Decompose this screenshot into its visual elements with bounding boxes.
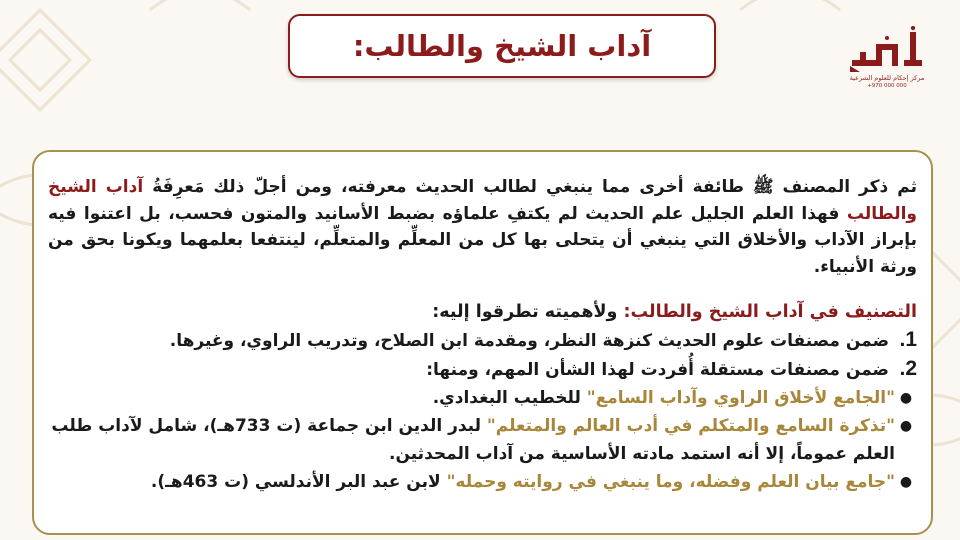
book-title: "الجامع لأخلاق الراوي وآداب السامع" [586, 388, 895, 408]
item-text: ضمن مصنفات مستقلة أُفردت لهذا الشأن المهم، ومنها: [426, 360, 889, 380]
book-title: "جامع بيان العلم وفضله، وما ينبغي في روايته وحمله" [446, 472, 895, 492]
page-title: آداب الشيخ والطالب: [352, 29, 652, 63]
list-item [48, 326, 917, 355]
section-heading-red: التصنيف في آداب الشيخ والطالب: [623, 302, 917, 322]
section-heading-rest: ولأهميته تطرقوا إليه: [432, 302, 624, 322]
book-author: لبدر الدين ابن جماعة (ت 733هـ)، شامل لآداب طلب العلم عموماً، إلا أنه استمد مادته الأساسية من آداب المحدثين. [51, 416, 895, 464]
logo-contact: +970 000 000 [867, 83, 907, 89]
item-number: 2. [899, 357, 917, 380]
content-box [32, 150, 933, 535]
bullet-item [48, 468, 917, 496]
book-author: للخطيب البغدادي. [432, 388, 587, 408]
list-item [48, 355, 917, 384]
bullet-item [48, 384, 917, 412]
item-number: 1. [899, 328, 917, 351]
intro-paragraph [48, 174, 917, 280]
section-heading [48, 299, 917, 326]
bullet-icon: ● [899, 418, 913, 434]
logo-subtitle: مركز إحكام للعلوم الشرعية [849, 74, 925, 82]
bullet-icon: ● [899, 474, 913, 490]
book-author: لابن عبد البر الأندلسي (ت 463هـ). [150, 472, 447, 492]
intro-text-a: ثم ذكر المصنف ﷺ طائفة أخرى مما ينبغي لطالب الحديث معرفته، ومن أجلّ ذلك مَعرِفَةُ [143, 177, 917, 197]
title-box [288, 14, 716, 78]
bullet-item [48, 412, 917, 468]
item-text: ضمن مصنفات علوم الحديث كنزهة النظر، ومقدمة ابن الصلاح، وتدريب الراوي، وغيرها. [169, 331, 889, 351]
logo [846, 26, 928, 96]
intro-highlight: آداب الشيخ والطالب [48, 177, 917, 224]
intro-text-b: فهذا العلم الجليل علم الحديث لم يكتفِ علماؤه بضبط الأسانيد والمتون فحسب، بل اعتنوا فيه بإبراز الآداب والأخلاق التي ينبغي أن يتحلى بها كل من المعلِّم والمتعلِّم، لينتفعا بعلمهما ويكونا بحق من ورثة الأنبياء. [48, 203, 917, 277]
bullet-icon: ● [899, 390, 913, 406]
logo-mark-icon [846, 26, 928, 74]
book-title: "تذكرة السامع والمتكلم في أدب العالم والمتعلم" [486, 416, 895, 436]
